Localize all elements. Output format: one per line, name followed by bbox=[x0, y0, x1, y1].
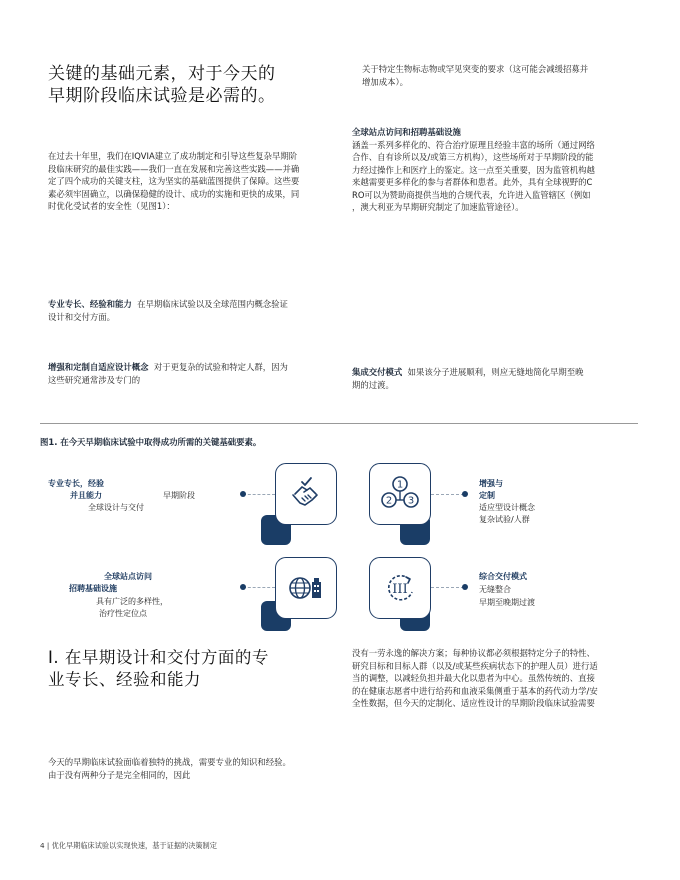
fig-delivery-title: 综合交付模式 bbox=[479, 572, 527, 581]
integrated-delivery-icon-box bbox=[369, 557, 431, 619]
steps-icon-box bbox=[369, 463, 431, 525]
section-left-line: 今天的早期临床试验面临着独特的挑战，需要专业的知识和经验。 bbox=[48, 757, 291, 767]
fig-adaptive-sub-2: 复杂试验/人群 bbox=[479, 515, 530, 524]
page-heading-line-2: 早期阶段临床试验是必需的。 bbox=[48, 86, 276, 106]
fig-adaptive-title-2: 定制 bbox=[479, 491, 495, 500]
globe-icon-box bbox=[275, 557, 337, 619]
section-right-line: 全性数据，但今天的定制化、适应性设计的早期阶段临床试验需要 bbox=[352, 698, 595, 708]
intro-line: 段临床研究的最佳实践——我们一直在发展和完善这些实践——并确 bbox=[48, 163, 300, 174]
cycle-arrow-icon bbox=[370, 558, 430, 618]
badge-3: 3 bbox=[407, 495, 415, 507]
pillar-site-text: 力经过操作上和医疗上的鉴定。这一点至关重要，因为监管机构越 bbox=[352, 164, 595, 175]
pillar-delivery-term: 集成交付模式 bbox=[352, 367, 403, 377]
section-right-line: 研究目标和目标人群（以及/或某些疾病状态下的护理人员）进行适 bbox=[352, 660, 598, 671]
page-footer: 4 | 优化早期临床试验以实现快速，基于证据的决策制定 bbox=[40, 841, 217, 850]
pillar-site-text: 合作、自有诊所以及/或第三方机构），这些场所对于早期阶段的能 bbox=[352, 152, 594, 162]
figure-caption: 图1. 在今天早期临床试验中取得成功所需的关键基础要素。 bbox=[40, 437, 262, 447]
pillar-expertise-text: 设计和交付方面。 bbox=[48, 311, 115, 322]
pillar-delivery-text: 如果该分子进展顺利，则应无缝地简化早期至晚 bbox=[407, 367, 584, 377]
section-right-line: 当的调整，以减轻负担并最大化以患者为中心。虽然传统的、直接 bbox=[352, 673, 595, 683]
intro-line: 在过去十年里，我们在IQVIA建立了成功制定和引导这些复杂早期阶 bbox=[48, 151, 298, 161]
connector-line bbox=[243, 587, 275, 588]
fig-expertise-sub-1: 早期阶段 bbox=[163, 491, 195, 500]
pillar-adaptive-text: 对于更复杂的试验和特定人群，因为 bbox=[153, 362, 288, 372]
globe-building-icon bbox=[276, 558, 336, 618]
fig-adaptive-sub-1: 适应型设计概念 bbox=[479, 503, 535, 512]
badge-1: 1 bbox=[396, 479, 404, 491]
section-heading bbox=[48, 647, 269, 691]
pillar-expertise-term: 专业专长、经验和能力 bbox=[48, 299, 132, 309]
fig-site-title-1: 全球站点访问 bbox=[104, 572, 152, 581]
pillar-expertise-text: 在早期临床试验以及全球范围内概念验证 bbox=[137, 299, 288, 309]
fig-adaptive-title-1: 增强与 bbox=[479, 479, 503, 488]
fig-site-title-2: 招聘基础设施 bbox=[69, 584, 117, 593]
section-left-line: 由于没有两种分子是完全相同的，因此 bbox=[48, 769, 191, 780]
pillar-site-text: RO可以为赞助商提供当地的合规代表，允许进入监管辖区（例如 bbox=[352, 189, 591, 200]
handshake-icon bbox=[276, 464, 336, 524]
fig-site-sub-2: 治疗性定位点 bbox=[99, 609, 147, 618]
section-right-line: 的在健康志愿者中进行给药和血液采集侧重于基本的药代动力学/安 bbox=[352, 685, 598, 696]
pillar-delivery-text: 期的过渡。 bbox=[352, 379, 394, 390]
intro-line: 素必须牢固确立，以确保稳健的设计、成功的实施和更快的成果，同 bbox=[48, 188, 300, 199]
fig-site-sub-1: 具有广泛的多样性， bbox=[96, 597, 168, 606]
connector-dot bbox=[462, 584, 468, 590]
connector-dot bbox=[462, 491, 468, 497]
pillar-site-text: 来越需要更多样化的参与者群体和患者。此外，具有全球视野的C bbox=[352, 177, 593, 187]
fig-delivery-sub-1: 无缝整合 bbox=[479, 585, 511, 594]
fig-expertise-sub-2: 全球设计与交付 bbox=[88, 503, 144, 512]
fig-delivery-sub-2: 早期至晚期过渡 bbox=[479, 598, 535, 607]
connector-line bbox=[431, 494, 464, 495]
badge-2: 2 bbox=[385, 495, 393, 507]
section-left-paragraph bbox=[48, 756, 338, 781]
page-heading-line-1: 关键的基础元素，对于今天的 bbox=[48, 64, 276, 84]
pillar-adaptive-term: 增强和定制自适应设计概念 bbox=[48, 362, 149, 372]
connector-line bbox=[243, 494, 275, 495]
right-intro-line: 关于特定生物标志物或罕见突变的要求（这可能会减缓招募并 bbox=[362, 64, 589, 74]
section-right-line: 没有一劳永逸的解决方案；每种协议都必须根据特定分子的特性、 bbox=[352, 648, 595, 658]
steps-123-icon bbox=[370, 464, 430, 524]
handshake-icon-box bbox=[275, 463, 337, 525]
connector-line bbox=[431, 587, 464, 588]
roman-numeral-label: III bbox=[392, 582, 408, 597]
intro-line: 时优化受试者的安全性（见图1）： bbox=[48, 201, 175, 211]
connector-dot bbox=[240, 491, 246, 497]
pillar-site-term: 全球站点访问和招聘基础设施 bbox=[352, 127, 461, 137]
section-heading-line-1: I. 在早期设计和交付方面的专 bbox=[48, 648, 269, 667]
section-right-paragraph bbox=[352, 647, 642, 710]
pillar-adaptive-text: 这些研究通常涉及专门的 bbox=[48, 374, 141, 385]
pillar-site-text: 涵盖一系列多样化的、符合治疗原理且经验丰富的场所（通过网络 bbox=[352, 139, 595, 150]
intro-line: 定了四个成功的关键支柱，这为坚实的基础蓝图提供了保障。这些要 bbox=[48, 176, 300, 186]
fig-expertise-title-2: 并且能力 bbox=[70, 491, 102, 500]
right-intro-line: 增加成本）。 bbox=[362, 76, 409, 87]
connector-dot bbox=[240, 584, 246, 590]
fig-expertise-title-1: 专业专长，经验 bbox=[48, 479, 104, 488]
section-heading-line-2: 业专长、经验和能力 bbox=[48, 670, 201, 689]
pillar-site-text: ，澳大利亚为早期研究制定了加速监管途径）。 bbox=[352, 202, 524, 212]
